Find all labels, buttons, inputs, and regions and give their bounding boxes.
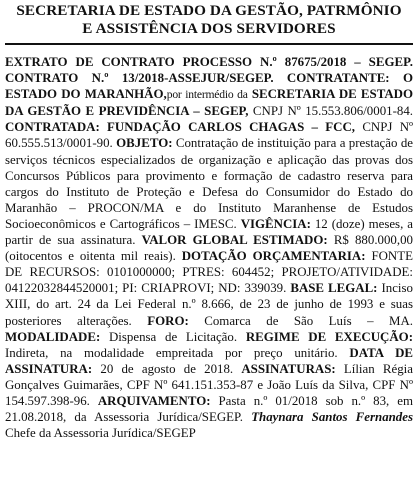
header-line-2: E ASSISTÊNCIA DOS SERVIDORES <box>82 20 336 37</box>
vigencia-label: VIGÊNCIA: <box>240 216 311 231</box>
data-assinatura-label: DATA DE ASSINATURA: <box>5 345 414 376</box>
assinaturas-text: Lílian Régia Gonçalves Guimarães, CPF Nº 641.151.353-87 e João Luís da Silva, CPF Nº 154.597.398-96. <box>5 361 413 408</box>
contract-extract <box>5 54 413 441</box>
section-header <box>5 2 413 38</box>
header-line-1: SECRETARIA DE ESTADO DA GESTÃO, PATRMÔNIO <box>16 2 402 19</box>
modalidade-text: Dispensa de Licitação. <box>109 329 238 344</box>
base-legal-text: Inciso XIII, do art. 24 da Lei Federal n.º 8.666, de 23 de junho de 1993 e suas posteriores alterações. <box>5 281 413 328</box>
dotacao-text: FONTE DE RECURSOS: 0101000000; PTRES: 604452; PROJETO/ATIVIDADE: 04122032844520001; PI: CRIAPROVI; ND: 339039. <box>5 249 413 296</box>
signer-role: Chefe da Assessoria Jurídica/SEGEP <box>5 426 196 441</box>
header-divider <box>5 43 413 45</box>
contratante-cnpj: CNPJ Nº 15.553.806/0001-84. <box>252 104 413 119</box>
arquivamento-label: ARQUIVAMENTO: <box>97 393 211 408</box>
valor-text: R$ 880.000,00 (oitocentos e oitenta mil reais). <box>5 233 413 264</box>
intro-heading: EXTRATO DE CONTRATO PROCESSO N.º 87675/2018 – SEGEP. CONTRATO N.º 13/2018-ASSEJUR/SEGEP. CONTRATANTE: O ESTADO DO MARANHÃO, <box>5 55 413 102</box>
foro-label: FORO: <box>147 313 189 328</box>
contratada-cnpj: CNPJ Nº 60.555.513/0001-90. <box>5 120 414 151</box>
valor-label: VALOR GLOBAL ESTIMADO: <box>141 233 328 248</box>
dotacao-label: DOTAÇÃO ORÇAMENTARIA: <box>181 249 366 264</box>
assinaturas-label: ASSINATURAS: <box>241 361 336 376</box>
arquivamento-text: Pasta n.º 01/2018 sob n.º 83, em 21.08.2018, da Assessoria Jurídica/SEGEP. <box>5 393 413 425</box>
objeto-label: OBJETO: <box>116 136 173 151</box>
vigencia-text: 12 (doze) meses, a partir de sua assinatura. <box>5 216 413 248</box>
data-assinatura-text: 20 de agosto de 2018. <box>100 361 234 376</box>
foro-text: Comarca de São Luís – MA. <box>204 313 413 328</box>
modalidade-label: MODALIDADE: <box>5 329 101 344</box>
regime-text: Indireta, na modalidade empreitada por preço unitário. <box>5 345 338 360</box>
signer-name: Thaynara Santos Fernandes <box>251 410 413 425</box>
objeto-text: Contratação de instituição para a prestação de serviços técnicos especializados de organização e aplicação das provas dos Concursos Públicos para provimento e formação de cadastro reserva para cargos do Instituto de Proteção e Defesa do Consumidor do Estado do Maranhão – PROCON/MA e do Instituto Maranhense de Estudos Socioeconômicos e Cartográficos – IMESC. <box>5 136 413 231</box>
contratante-name: SECRETARIA DE ESTADO DA GESTÃO E PREVIDÊNCIA – SEGEP, <box>5 87 413 119</box>
intro-connector: por intermédio da <box>166 88 248 102</box>
base-legal-label: BASE LEGAL: <box>290 281 378 296</box>
regime-label: REGIME DE EXECUÇÃO: <box>245 329 413 344</box>
contratada-label: CONTRATADA: FUNDAÇÃO CARLOS CHAGAS – FCC, <box>5 120 356 135</box>
